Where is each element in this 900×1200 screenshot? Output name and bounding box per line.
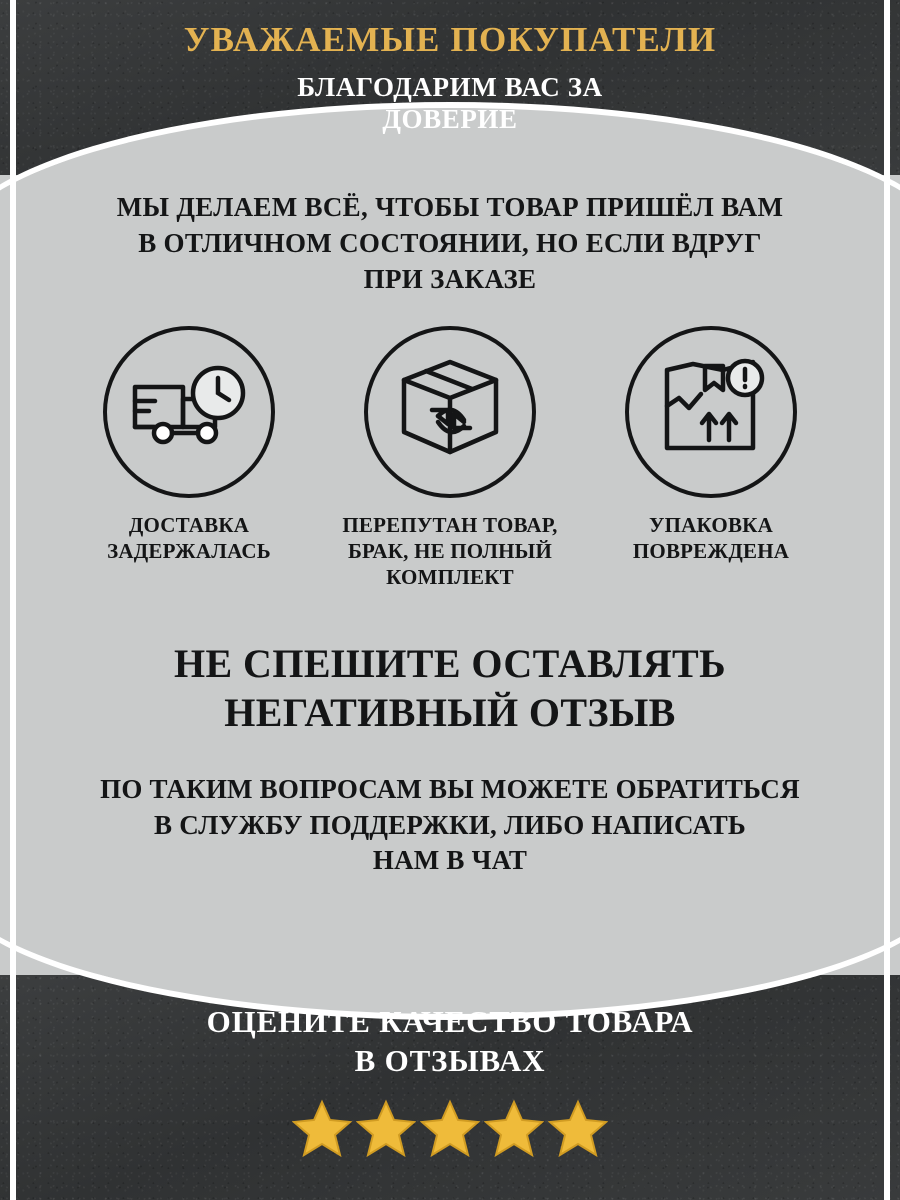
header-title: УВАЖАЕМЫЕ ПОКУПАТЕЛИ [183,20,717,59]
delivery-truck-clock-icon [129,361,249,462]
header-subtitle [0,71,900,136]
header-subtitle-line2: ДОВЕРИЕ [382,104,518,135]
issue-item-damaged-package [586,326,836,565]
footer-title [0,1003,900,1081]
issue-caption-line-1: ПЕРЕПУТАН ТОВАР, [342,512,558,537]
star-icon[interactable] [548,1099,608,1162]
issue-item-wrong-product [325,326,575,591]
headline [40,640,860,738]
issue-icon-circle [103,326,275,498]
intro-line-2: В ОТЛИЧНОМ СОСТОЯНИИ, НО ЕСЛИ ВДРУГ [138,227,762,258]
issue-caption-line-2: ПОВРЕЖДЕНА [632,538,790,563]
header-subtitle-line1: БЛАГОДАРИМ ВАС ЗА [297,71,603,102]
issue-item-delivery [64,326,314,565]
issue-icon-circle [364,326,536,498]
issue-caption-line-3: КОМПЛЕКТ [386,565,514,590]
issue-icon-circle [625,326,797,498]
issue-caption-line-2: БРАК, НЕ ПОЛНЫЙ [347,538,553,563]
issues-row [40,326,860,591]
star-icon[interactable] [484,1099,544,1162]
star-icon[interactable] [420,1099,480,1162]
star-icon[interactable] [292,1099,352,1162]
note-line-2: В СЛУЖБУ ПОДДЕРЖКИ, ЛИБО НАПИСАТЬ [154,809,746,840]
main-content [40,190,860,879]
support-note [40,772,860,879]
headline-line-1: НЕ СПЕШИТЕ ОСТАВЛЯТЬ [174,641,726,687]
footer [0,975,900,1200]
star-rating[interactable] [0,1099,900,1162]
note-line-3: НАМ В ЧАТ [372,845,528,876]
footer-title-line-2: В ОТЗЫВАХ [354,1042,546,1078]
header [0,0,900,136]
issue-caption-delivery [107,512,271,565]
footer-title-line-1: ОЦЕНИТЕ КАЧЕСТВО ТОВАРА [206,1004,694,1039]
headline-line-2: НЕГАТИВНЫЙ ОТЗЫВ [224,690,676,736]
note-line-1: ПО ТАКИМ ВОПРОСАМ ВЫ МОЖЕТЕ ОБРАТИТЬСЯ [100,774,800,805]
intro-text [40,190,860,298]
issue-caption-wrong-product [342,512,557,591]
issue-caption-line-2: ЗАДЕРЖАЛАСЬ [107,538,271,563]
damaged-package-icon [653,354,769,469]
issue-caption-line-1: ДОСТАВКА [128,512,250,537]
issue-caption-damaged-package [633,512,789,565]
intro-line-1: МЫ ДЕЛАЕМ ВСЁ, ЧТОБЫ ТОВАР ПРИШЁЛ ВАМ [116,192,784,222]
intro-line-3: ПРИ ЗАКАЗЕ [363,263,537,294]
star-icon[interactable] [356,1099,416,1162]
issue-caption-line-1: УПАКОВКА [649,512,773,537]
box-return-arrow-icon [392,354,508,469]
